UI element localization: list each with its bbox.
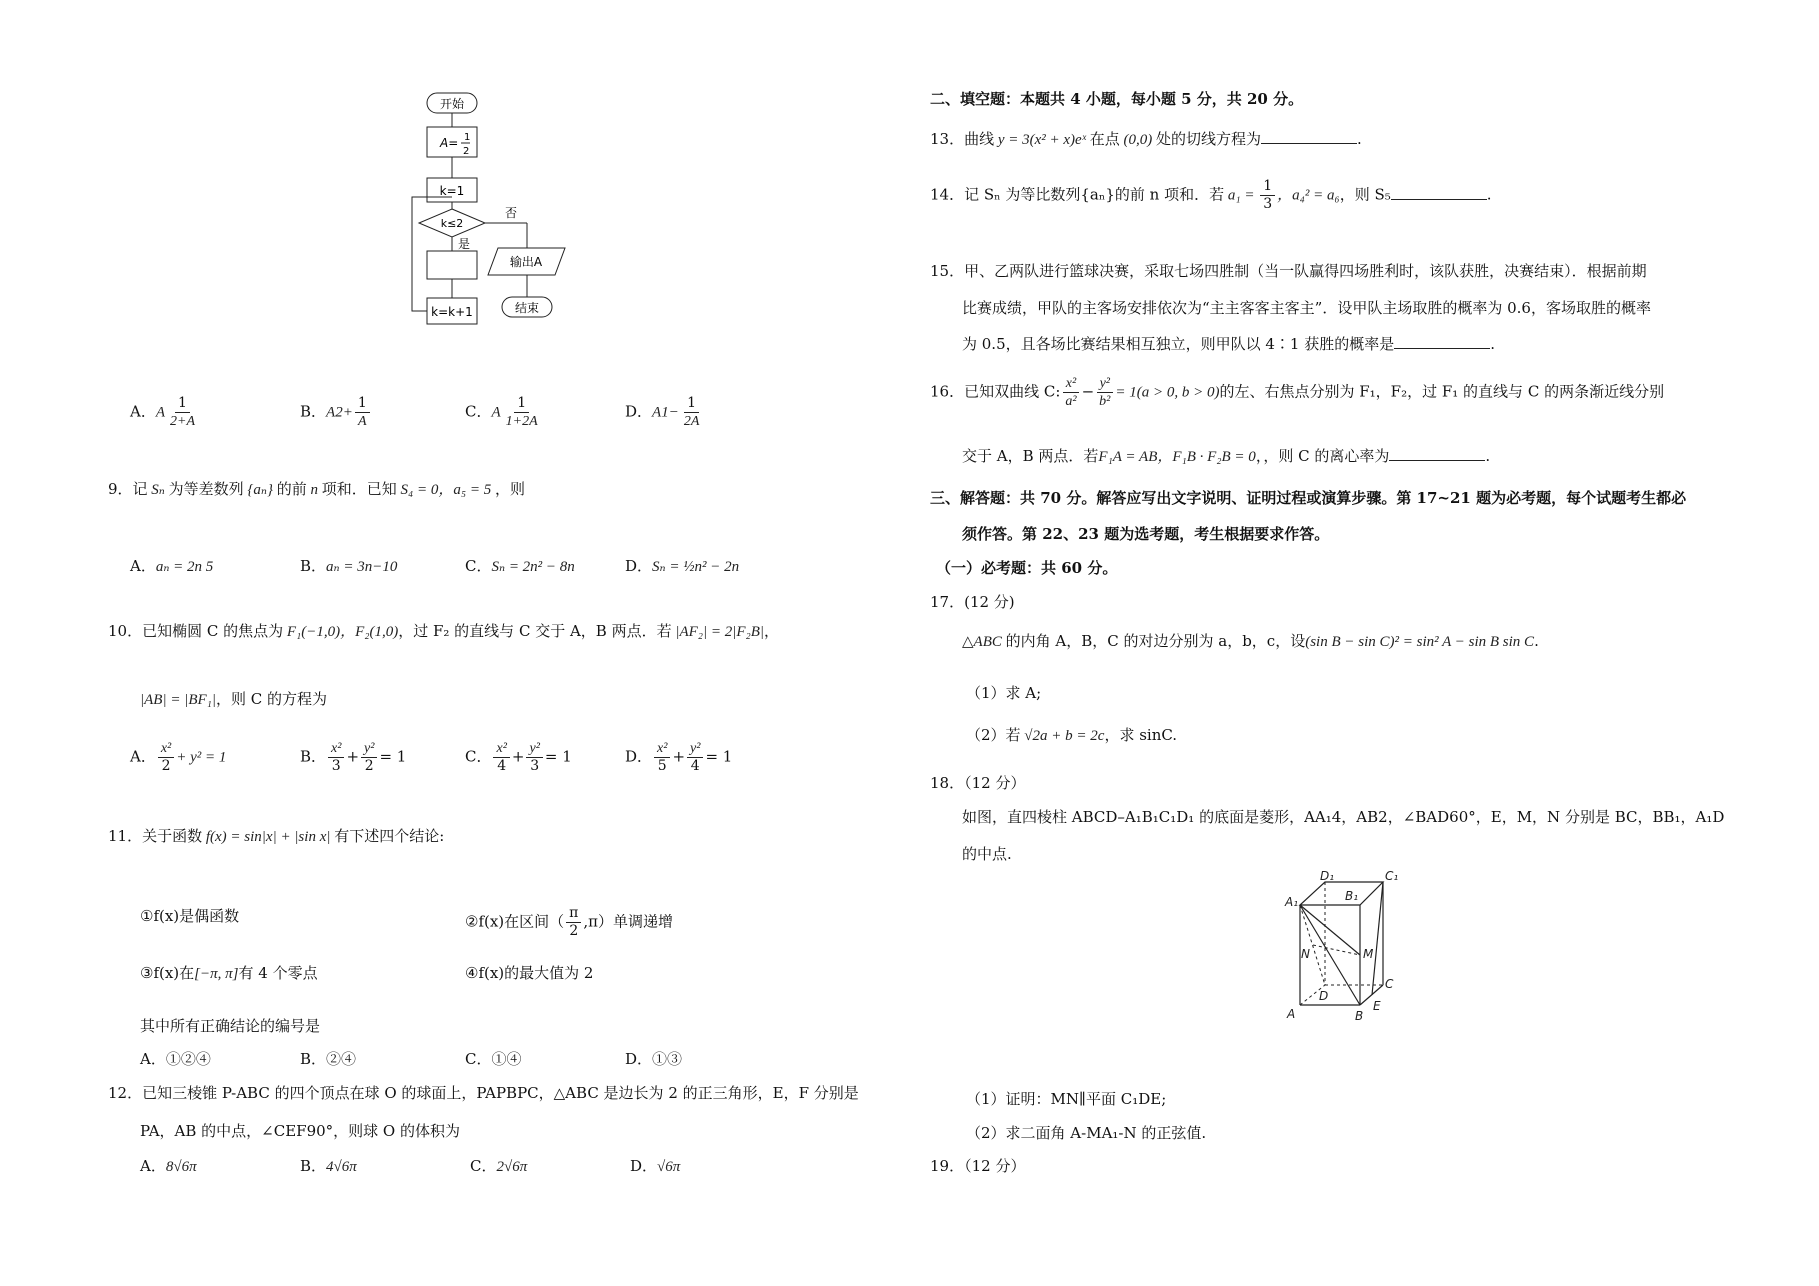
q11-c4: ④f(x)的最大值为 2 bbox=[465, 964, 594, 982]
svg-text:B: B bbox=[1355, 1009, 1364, 1023]
q17-stem: △ABC 的内角 A，B，C 的对边分别为 a，b，c，设(sin B − sin C)² = sin² A − sin B sin C. bbox=[962, 632, 1539, 650]
q9-stem: 9．记 Sₙ 为等差数列 {aₙ} 的前 n 项和．已知 S₄ = 0，a₅ = 5 ，则 bbox=[108, 480, 525, 498]
svg-text:k≤2: k≤2 bbox=[440, 217, 464, 230]
q15-line2: 比赛成绩，甲队的主客场安排依次为“主主客客主客主”．设甲队主场取胜的概率为 0.6，客场取胜的概率 bbox=[962, 299, 1651, 317]
q10-line2: |AB| = |BF₁|，则 C 的方程为 bbox=[140, 690, 327, 708]
q17-part1: （1）求 A; bbox=[966, 684, 1042, 702]
svg-text:A=: A= bbox=[440, 136, 459, 150]
q19-title: 19．（12 分） bbox=[930, 1157, 1026, 1175]
q18-line2: 的中点. bbox=[962, 845, 1012, 863]
svg-text:M: M bbox=[1363, 947, 1374, 961]
q11-c3: ③f(x)在[−π, π]有 4 个零点 bbox=[140, 964, 318, 982]
q17-title: 17．(12 分) bbox=[930, 593, 1015, 611]
section-3-heading-2: 须作答。第 22、23 题为选考题，考生根据要求作答。 bbox=[962, 525, 1330, 543]
q10-stem: 10．已知椭圆 C 的焦点为 F₁(−1,0)，F₂(1,0)，过 F₂ 的直线与 C 交于 A，B 两点．若 |AF₂| = 2|F₂B|， bbox=[108, 622, 780, 640]
prism-figure bbox=[1275, 870, 1415, 1030]
q12-line2: PA，AB 的中点，∠CEF90°，则球 O 的体积为 bbox=[140, 1122, 460, 1140]
svg-text:2: 2 bbox=[463, 146, 470, 157]
q16-line1: 16．已知双曲线 C: $\frac{\text{x²}}{\text{a²}}$ − $\frac{\text{y²}}{\text{b²}}$ = 1(a > 0, b > 0)的左、右焦点分别为 F₁，F₂，过 F₁ 的直线与 C 的两条渐近线分别 bbox=[930, 376, 1665, 409]
svg-text:结束: 结束 bbox=[514, 301, 540, 315]
svg-text:否: 否 bbox=[505, 206, 518, 220]
svg-text:1: 1 bbox=[464, 132, 471, 143]
q15-line1: 15．甲、乙两队进行篮球决赛，采取七场四胜制（当一队赢得四场胜利时，该队获胜，决赛结束）．根据前期 bbox=[930, 262, 1647, 280]
q15-line3: 为 0.5，且各场比赛结果相互独立，则甲队以 4∶1 获胜的概率是 . bbox=[962, 335, 1496, 353]
svg-text:C: C bbox=[1385, 977, 1394, 991]
q17-part2: （2）若 √2a + b = 2c，求 sinC. bbox=[966, 726, 1178, 744]
svg-text:输出A: 输出A bbox=[509, 255, 543, 269]
svg-text:E: E bbox=[1373, 999, 1381, 1013]
flowchart bbox=[400, 85, 630, 385]
svg-text:C₁: C₁ bbox=[1385, 870, 1399, 883]
subsection-1: （一）必考题：共 60 分。 bbox=[936, 559, 1118, 577]
svg-text:k=k+1: k=k+1 bbox=[431, 305, 473, 319]
q11-ask: 其中所有正确结论的编号是 bbox=[140, 1017, 321, 1035]
svg-text:D: D bbox=[1319, 989, 1329, 1003]
q14: 14．记 Sₙ 为等比数列{aₙ}的前 n 项和．若 a₁ = $\frac{1}{3}$ ，a₄² = a₆，则 S₅ . bbox=[930, 178, 1492, 212]
q18-title: 18．（12 分） bbox=[930, 774, 1026, 792]
svg-text:k=1: k=1 bbox=[439, 184, 465, 198]
section-2-heading: 二、填空题：本题共 4 小题，每小题 5 分，共 20 分。 bbox=[930, 90, 1304, 108]
q18-part1: （1）证明：MN∥平面 C₁DE; bbox=[966, 1090, 1167, 1108]
svg-text:N: N bbox=[1301, 947, 1310, 961]
svg-text:A: A bbox=[1287, 1007, 1296, 1021]
start-label: 开始 bbox=[439, 97, 465, 111]
svg-text:B₁: B₁ bbox=[1345, 889, 1359, 903]
svg-text:D₁: D₁ bbox=[1320, 870, 1335, 883]
q11-stem: 11．关于函数 f(x) = sin|x| + |sin x| 有下述四个结论: bbox=[108, 827, 445, 845]
q12-line1: 12．已知三棱锥 P-ABC 的四个顶点在球 O 的球面上，PAPBPC，△ABC 是边长为 2 的正三角形，E，F 分别是 bbox=[108, 1084, 859, 1102]
svg-text:A₁: A₁ bbox=[1285, 895, 1299, 909]
blank-box bbox=[427, 251, 477, 279]
q13: 13．曲线 y = 3(x² + x)eˣ 在点 (0,0) 处的切线方程为 . bbox=[930, 130, 1362, 148]
q11-c1: ①f(x)是偶函数 bbox=[140, 907, 240, 925]
q16-line2: 交于 A，B 两点．若F₁A = AB，F₁B · F₂B = 0，，则 C 的离心率为 . bbox=[962, 447, 1491, 465]
q18-line1: 如图，直四棱柱 ABCD–A₁B₁C₁D₁ 的底面是菱形，AA₁4，AB2，∠BAD60°，E，M，N 分别是 BC，BB₁，A₁D bbox=[962, 808, 1725, 826]
q11-c2: ②f(x)在区间（ $\frac{\pi}{2}$ ,π）单调递增 bbox=[465, 905, 674, 939]
svg-text:是: 是 bbox=[458, 237, 471, 251]
section-3-heading-1: 三、解答题：共 70 分。解答应写出文字说明、证明过程或演算步骤。第 17~21 题为必考题，每个试题考生都必 bbox=[930, 489, 1687, 507]
q18-part2: （2）求二面角 A-MA₁-N 的正弦值. bbox=[966, 1124, 1207, 1142]
